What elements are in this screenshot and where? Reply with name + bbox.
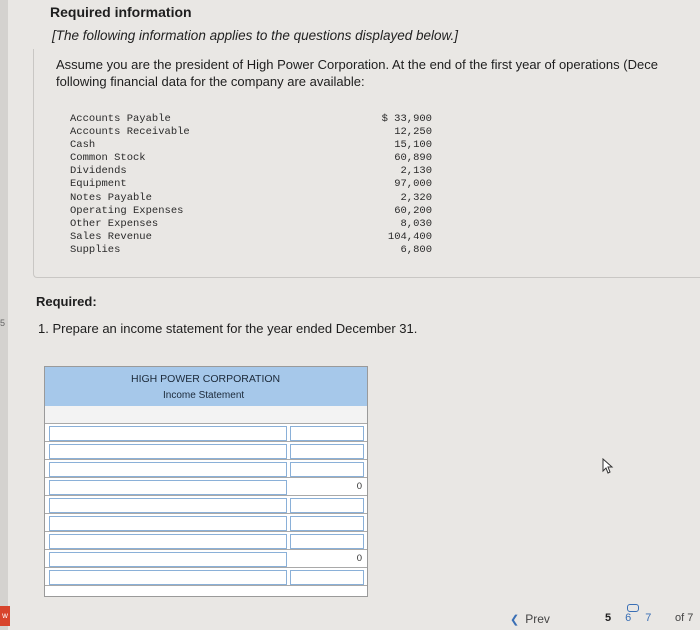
ledger-row bbox=[70, 192, 432, 205]
edge-tab[interactable]: w bbox=[0, 606, 10, 626]
table-row bbox=[45, 496, 367, 514]
intro-text bbox=[56, 56, 700, 90]
ledger-amount: $ 33,900 bbox=[381, 113, 432, 125]
intro-line-1: Assume you are the president of High Power Corporation. At the end of the first year of operations (Dece bbox=[56, 57, 658, 72]
ledger-amount: 97,000 bbox=[394, 178, 432, 191]
ledger-label: Cash bbox=[70, 139, 96, 152]
description-input[interactable] bbox=[49, 516, 287, 531]
ledger-amount: 8,030 bbox=[400, 217, 432, 230]
description-input[interactable] bbox=[49, 570, 287, 585]
edge-marker: 5 bbox=[0, 318, 6, 328]
page-subtitle: [The following information applies to the questions displayed below.] bbox=[52, 28, 458, 43]
intro-line-2: following financial data for the company are available: bbox=[56, 74, 365, 89]
description-input[interactable] bbox=[49, 534, 287, 549]
table-row bbox=[45, 460, 367, 478]
ledger-label: Equipment bbox=[70, 178, 127, 191]
bookmark-icon bbox=[627, 604, 639, 612]
chevron-left-icon: ❮ bbox=[510, 614, 520, 626]
ledger-row bbox=[70, 218, 432, 231]
table-row bbox=[45, 442, 367, 460]
statement-header bbox=[45, 367, 367, 407]
left-edge-strip bbox=[0, 0, 8, 630]
page-count: of 7 bbox=[675, 612, 694, 624]
table-row bbox=[45, 514, 367, 532]
ledger-row bbox=[70, 244, 432, 257]
table-row bbox=[45, 406, 367, 424]
total-revenue-value: 0 bbox=[356, 481, 362, 492]
ledger-amount: 2,320 bbox=[400, 191, 432, 204]
amount-input[interactable] bbox=[290, 534, 364, 549]
ledger-label: Common Stock bbox=[70, 152, 146, 165]
amount-input[interactable] bbox=[290, 516, 364, 531]
description-input[interactable] bbox=[49, 444, 287, 459]
table-row bbox=[45, 550, 367, 568]
total-expenses-value: 0 bbox=[356, 553, 362, 564]
ledger-row bbox=[70, 178, 432, 191]
ledger-amount: 2,130 bbox=[400, 165, 432, 178]
financial-data-list bbox=[70, 113, 432, 257]
ledger-label: Dividends bbox=[70, 165, 127, 178]
ledger-label: Accounts Payable bbox=[70, 113, 171, 125]
ledger-row bbox=[70, 152, 432, 165]
required-question: 1. Prepare an income statement for the year ended December 31. bbox=[38, 321, 418, 336]
ledger-row bbox=[70, 231, 432, 244]
ledger-amount: 12,250 bbox=[394, 126, 432, 139]
income-statement-table bbox=[44, 366, 368, 597]
amount-input[interactable] bbox=[290, 426, 364, 441]
ledger-row bbox=[70, 165, 432, 178]
page-link[interactable]: 5 bbox=[605, 612, 612, 624]
amount-input[interactable] bbox=[290, 570, 364, 585]
amount-input[interactable] bbox=[290, 462, 364, 477]
prev-label: Prev bbox=[525, 612, 550, 626]
table-row bbox=[45, 532, 367, 550]
mouse-cursor-icon bbox=[600, 458, 616, 476]
ledger-label: Operating Expenses bbox=[70, 204, 184, 217]
ledger-label: Notes Payable bbox=[70, 191, 152, 204]
table-row bbox=[45, 424, 367, 442]
pagination bbox=[605, 612, 665, 624]
description-input[interactable] bbox=[49, 462, 287, 477]
page-title: Required information bbox=[50, 4, 192, 20]
ledger-amount: 60,200 bbox=[394, 204, 432, 217]
description-input[interactable] bbox=[49, 426, 287, 441]
statement-title: Income Statement bbox=[163, 390, 245, 401]
ledger-amount: 15,100 bbox=[394, 139, 432, 152]
description-input[interactable] bbox=[49, 552, 287, 567]
statement-company-name: HIGH POWER CORPORATION bbox=[131, 373, 281, 385]
table-row bbox=[45, 568, 367, 586]
ledger-row bbox=[70, 205, 432, 218]
description-input[interactable] bbox=[49, 480, 287, 495]
required-heading: Required: bbox=[36, 294, 97, 309]
ledger-amount: 60,890 bbox=[394, 152, 432, 165]
description-input[interactable] bbox=[49, 498, 287, 513]
prev-button[interactable] bbox=[510, 612, 550, 626]
ledger-row bbox=[70, 139, 432, 152]
ledger-amount: 6,800 bbox=[400, 243, 432, 256]
table-row bbox=[45, 478, 367, 496]
ledger-amount: 104,400 bbox=[387, 230, 432, 243]
amount-input[interactable] bbox=[290, 498, 364, 513]
amount-input[interactable] bbox=[290, 444, 364, 459]
ledger-label: Sales Revenue bbox=[70, 230, 152, 243]
ledger-label: Supplies bbox=[70, 243, 121, 256]
ledger-label: Accounts Receivable bbox=[70, 126, 190, 139]
ledger-row bbox=[70, 113, 432, 126]
page-link[interactable]: 7 bbox=[645, 612, 652, 624]
ledger-row bbox=[70, 126, 432, 139]
ledger-label: Other Expenses bbox=[70, 217, 159, 230]
page-link[interactable]: 6 bbox=[625, 612, 632, 624]
